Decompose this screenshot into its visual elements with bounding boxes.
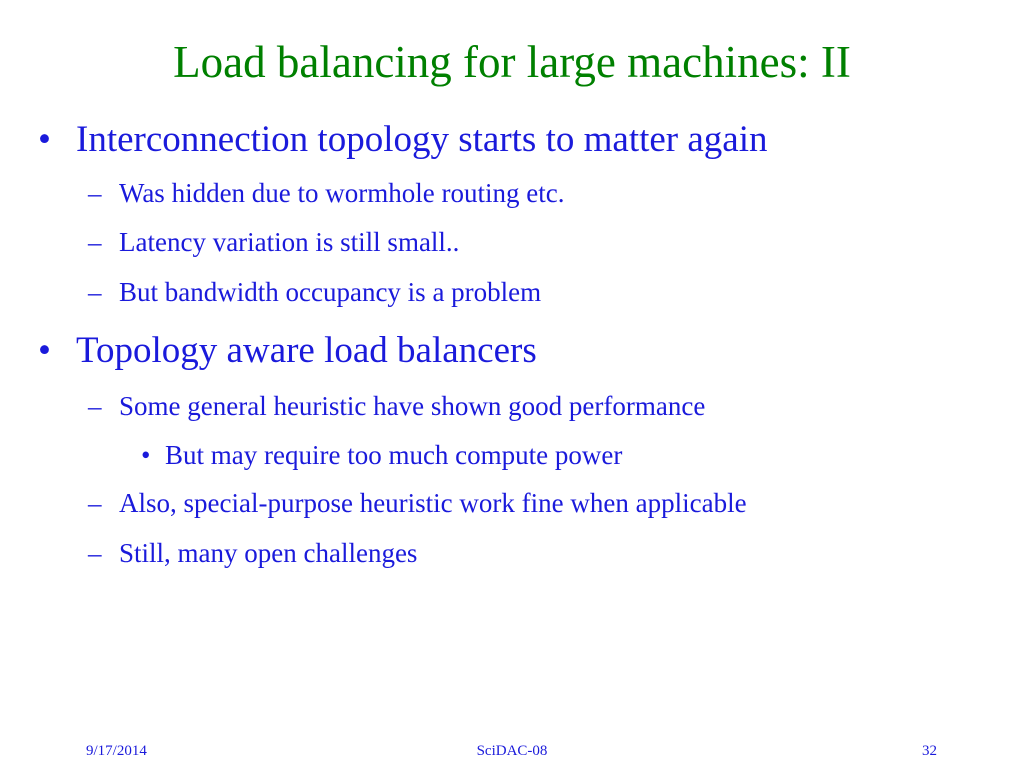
dash-marker: – bbox=[88, 538, 102, 568]
dash-marker: – bbox=[88, 178, 102, 208]
bullet-text: Was hidden due to wormhole routing etc. bbox=[119, 178, 565, 208]
slide-title: Load balancing for large machines: II bbox=[173, 37, 851, 87]
bullet-marker: • bbox=[38, 119, 51, 160]
bullet-text: Some general heuristic have shown good performance bbox=[119, 391, 706, 421]
bullet-text: Topology aware load balancers bbox=[76, 330, 537, 371]
dash-marker: – bbox=[88, 488, 102, 518]
bullet-marker: • bbox=[141, 440, 151, 470]
bullet-marker: • bbox=[38, 330, 51, 371]
bullet-text: But may require too much compute power bbox=[165, 440, 623, 470]
footer-title: SciDAC-08 bbox=[476, 743, 548, 759]
bullet-text: Also, special-purpose heuristic work fine when applicable bbox=[119, 488, 747, 518]
dash-marker: – bbox=[88, 277, 102, 307]
footer-date: 9/17/2014 bbox=[86, 743, 147, 759]
dash-marker: – bbox=[88, 227, 102, 257]
bullet-text: Still, many open challenges bbox=[119, 538, 418, 568]
bullet-text: Interconnection topology starts to matter again bbox=[76, 119, 768, 160]
bullet-text: Latency variation is still small.. bbox=[119, 227, 460, 257]
bullet-text: But bandwidth occupancy is a problem bbox=[119, 277, 542, 307]
footer-page-number: 32 bbox=[922, 743, 937, 759]
dash-marker: – bbox=[88, 391, 102, 421]
